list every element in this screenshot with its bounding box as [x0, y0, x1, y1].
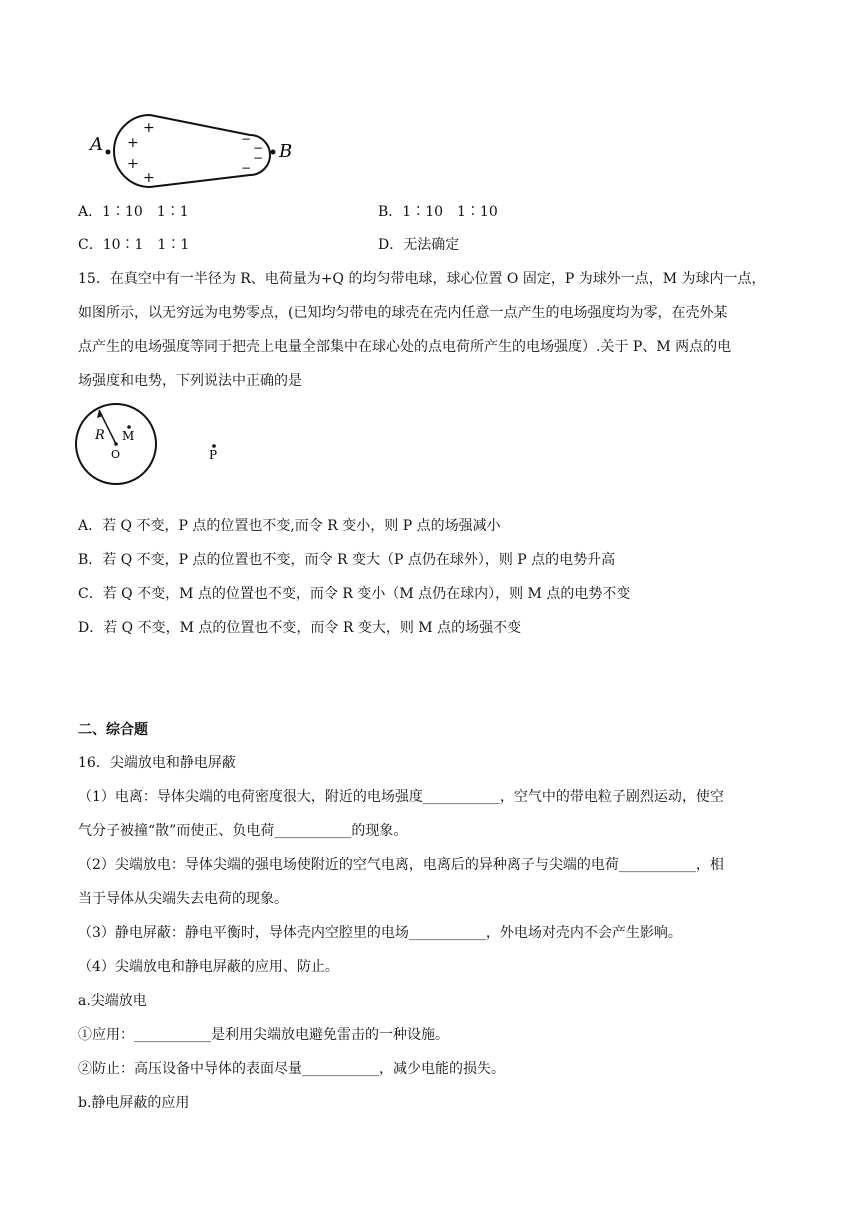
plus-sign: +	[143, 170, 155, 186]
label-b: B	[279, 141, 293, 162]
point-a	[106, 150, 111, 155]
plus-sign: +	[143, 120, 155, 136]
q16-a-heading: a.尖端放电	[78, 993, 147, 1009]
plus-sign: +	[127, 156, 139, 172]
q14-option-b: B．1∶10 1∶10	[378, 204, 498, 220]
q14-option-c: C．10∶1 1∶1	[78, 237, 190, 253]
q16-b-heading: b.静电屏蔽的应用	[78, 1095, 190, 1111]
plus-sign: +	[127, 135, 139, 151]
q16-part4: （4）尖端放电和静电屏蔽的应用、防止。	[78, 959, 339, 975]
q14-option-d: D．无法确定	[378, 237, 460, 253]
figure-sphere	[74, 402, 254, 502]
minus-sign: −	[241, 161, 252, 175]
q16-part3: （3）静电屏蔽：静电平衡时，导体壳内空腔里的电场___________，外电场对壳内不会产生影响。	[78, 925, 682, 941]
label-r: R	[95, 428, 105, 443]
q16-title: 16．尖端放电和静电屏蔽	[78, 755, 236, 771]
q16-part1-line-1: （1）电离：导体尖端的电荷密度很大，附近的电场强度___________，空气中的带电粒子剧烈运动，使空	[78, 789, 724, 805]
label-a: A	[90, 134, 103, 155]
q15-stem-line-2: 如图所示，以无穷远为电势零点，(已知均匀带电的球壳在壳内任意一点产生的电场强度均为零，在壳外某	[78, 305, 728, 321]
label-p: P	[209, 448, 218, 462]
q15-option-b: B．若 Q 不变，P 点的位置也不变，而令 R 变大（P 点仍在球外），则 P 点的电势升高	[78, 552, 616, 568]
q16-a-item-1: ①应用：___________是利用尖端放电避免雷击的一种设施。	[78, 1027, 449, 1043]
q16-part2-line-1: （2）尖端放电：导体尖端的强电场使附近的空气电离，电离后的异种离子与尖端的电荷___________，相	[78, 857, 724, 873]
q15-option-c: C．若 Q 不变，M 点的位置也不变，而令 R 变小（M 点仍在球内），则 M 点的电势不变	[78, 586, 631, 602]
q15-stem-line-1: 15．在真空中有一半径为 R、电荷量为+Q 的均匀带电球，球心位置 O 固定，P 为球外一点，M 为球内一点，	[78, 271, 766, 287]
minus-sign: −	[241, 132, 252, 146]
figure-conductor	[80, 110, 320, 190]
q16-a-item-2: ②防止：高压设备中导体的表面尽量___________，减少电能的损失。	[78, 1061, 505, 1077]
minus-sign: −	[253, 141, 264, 155]
conductor-outline	[114, 115, 270, 187]
q14-option-a: A．1∶10 1∶1	[78, 204, 189, 220]
center-point	[114, 442, 118, 446]
section-heading: 二、综合题	[78, 722, 148, 738]
label-m: M	[122, 429, 135, 443]
q15-option-a: A．若 Q 不变，P 点的位置也不变,而令 R 变小，则 P 点的场强减小	[78, 518, 501, 534]
q15-stem-line-4: 场强度和电势，下列说法中正确的是	[78, 373, 302, 389]
q15-option-d: D．若 Q 不变，M 点的位置也不变，而令 R 变大，则 M 点的场强不变	[78, 620, 522, 636]
q15-stem-line-3: 点产生的电场强度等同于把壳上电量全部集中在球心处的点电荷所产生的电场强度）.关于 P、M 两点的电	[78, 339, 732, 355]
label-o: O	[111, 448, 121, 461]
point-b	[271, 150, 276, 155]
q16-part2-line-2: 当于导体从尖端失去电荷的现象。	[78, 891, 288, 907]
minus-sign: −	[253, 151, 264, 165]
q16-part1-line-2: 气分子被撞“散”而使正、负电荷___________的现象。	[78, 823, 408, 839]
